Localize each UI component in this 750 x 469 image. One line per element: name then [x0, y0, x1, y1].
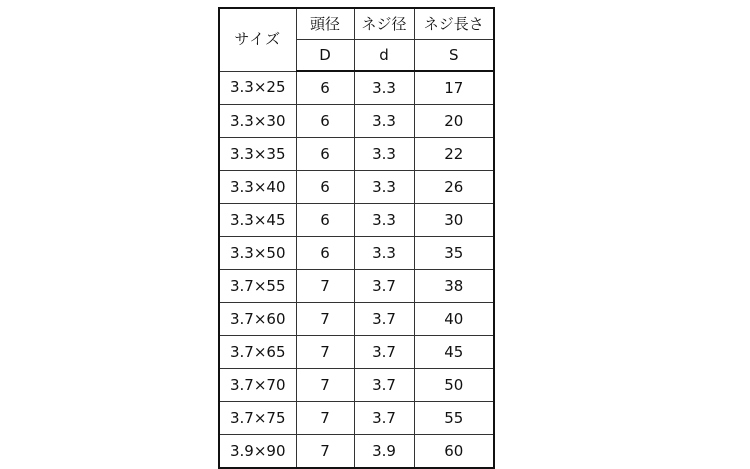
size-cell: 3.7×55	[219, 270, 296, 303]
size-cell: 3.7×65	[219, 336, 296, 369]
table-row	[219, 237, 494, 270]
screw-length-cell: 60	[414, 435, 494, 469]
head-diameter-cell: 7	[296, 336, 354, 369]
screw-diameter-cell: 3.3	[354, 171, 414, 204]
screw-diameter-cell: 3.3	[354, 237, 414, 270]
screw-length-cell: 50	[414, 369, 494, 402]
screw-length-cell: 26	[414, 171, 494, 204]
screw-diameter-cell: 3.3	[354, 71, 414, 105]
table-header	[219, 8, 494, 71]
header-screw-length: ネジ長さ	[414, 8, 494, 40]
screw-length-cell: 30	[414, 204, 494, 237]
screw-spec-table	[218, 7, 495, 469]
screw-diameter-cell: 3.7	[354, 369, 414, 402]
screw-length-cell: 17	[414, 71, 494, 105]
head-diameter-cell: 7	[296, 369, 354, 402]
size-cell: 3.7×75	[219, 402, 296, 435]
screw-diameter-cell: 3.9	[354, 435, 414, 469]
screw-length-cell: 35	[414, 237, 494, 270]
table-row	[219, 303, 494, 336]
table-row	[219, 138, 494, 171]
size-cell: 3.3×50	[219, 237, 296, 270]
screw-length-cell: 55	[414, 402, 494, 435]
size-cell: 3.7×60	[219, 303, 296, 336]
head-diameter-cell: 7	[296, 435, 354, 469]
screw-diameter-cell: 3.3	[354, 105, 414, 138]
head-diameter-cell: 7	[296, 303, 354, 336]
screw-diameter-cell: 3.7	[354, 303, 414, 336]
header-screw-diameter-symbol: d	[354, 40, 414, 72]
head-diameter-cell: 7	[296, 270, 354, 303]
size-cell: 3.3×25	[219, 71, 296, 105]
header-row-labels	[219, 8, 494, 40]
table-row	[219, 270, 494, 303]
header-size: サイズ	[219, 8, 296, 71]
size-cell: 3.3×30	[219, 105, 296, 138]
screw-length-cell: 22	[414, 138, 494, 171]
table-row	[219, 204, 494, 237]
head-diameter-cell: 6	[296, 171, 354, 204]
screw-diameter-cell: 3.7	[354, 270, 414, 303]
size-cell: 3.9×90	[219, 435, 296, 469]
header-screw-length-symbol: S	[414, 40, 494, 72]
head-diameter-cell: 6	[296, 105, 354, 138]
table-row	[219, 402, 494, 435]
size-cell: 3.3×40	[219, 171, 296, 204]
screw-length-cell: 45	[414, 336, 494, 369]
head-diameter-cell: 6	[296, 138, 354, 171]
head-diameter-cell: 6	[296, 71, 354, 105]
table-row	[219, 171, 494, 204]
head-diameter-cell: 6	[296, 204, 354, 237]
table-row	[219, 435, 494, 469]
screw-diameter-cell: 3.3	[354, 204, 414, 237]
head-diameter-cell: 7	[296, 402, 354, 435]
screw-length-cell: 38	[414, 270, 494, 303]
screw-length-cell: 20	[414, 105, 494, 138]
screw-diameter-cell: 3.7	[354, 402, 414, 435]
table-body	[219, 71, 494, 468]
table-row	[219, 369, 494, 402]
screw-length-cell: 40	[414, 303, 494, 336]
table-row	[219, 336, 494, 369]
screw-diameter-cell: 3.7	[354, 336, 414, 369]
head-diameter-cell: 6	[296, 237, 354, 270]
header-screw-diameter: ネジ径	[354, 8, 414, 40]
size-cell: 3.3×35	[219, 138, 296, 171]
size-cell: 3.7×70	[219, 369, 296, 402]
size-cell: 3.3×45	[219, 204, 296, 237]
screw-diameter-cell: 3.3	[354, 138, 414, 171]
table-row	[219, 105, 494, 138]
table-row	[219, 71, 494, 105]
header-head-diameter: 頭径	[296, 8, 354, 40]
header-head-diameter-symbol: D	[296, 40, 354, 72]
